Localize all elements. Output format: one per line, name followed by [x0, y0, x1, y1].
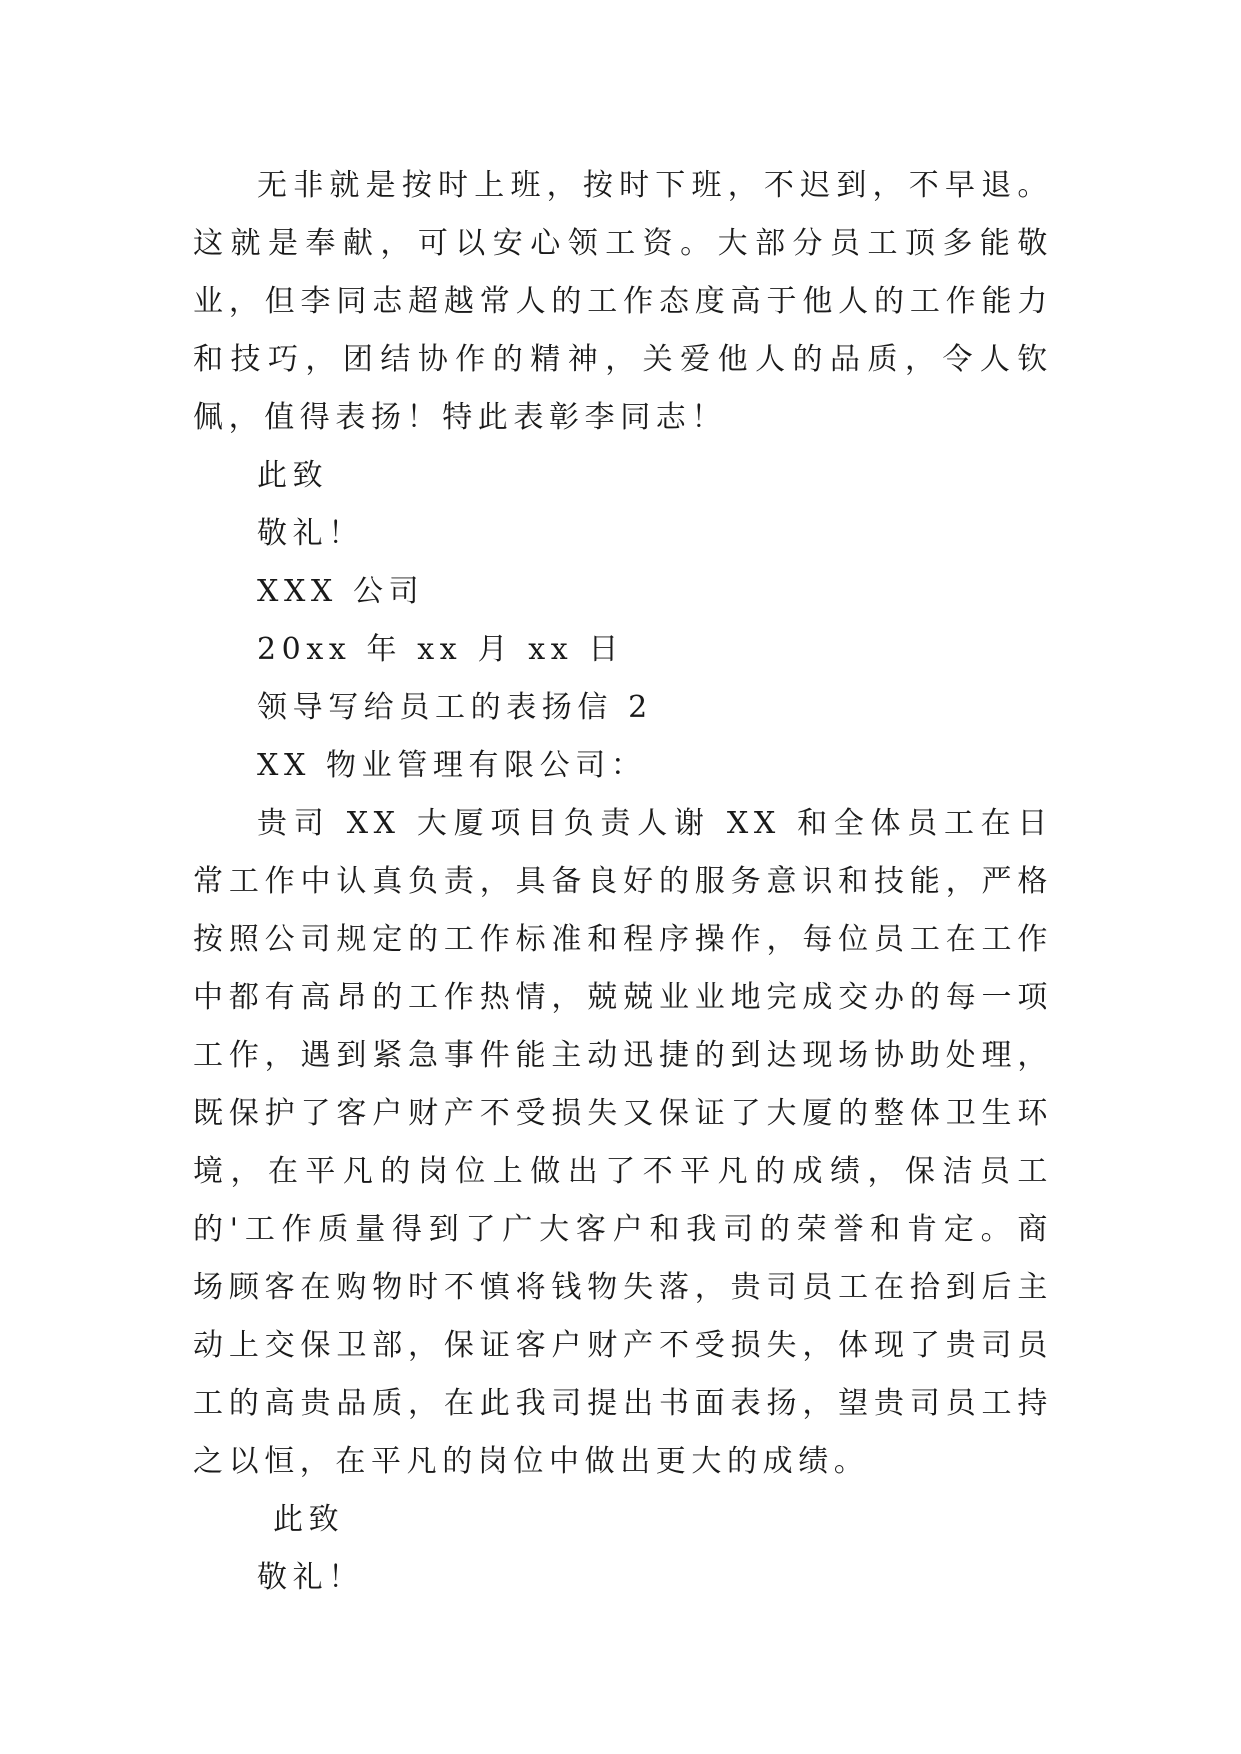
signature-date: 20xx 年 xx 月 xx 日 — [257, 632, 624, 667]
paragraph-praise-li: 无非就是按时上班，按时下班，不迟到，不早退。这就是奉献，可以安心领工资。大部分员工顶多能敬业，但李同志超越常人的工作态度高于他人的工作能力和技巧，团结协作的精神，关爱他人的品质，令人钦佩，值得表扬！特此表彰李同志！ — [193, 168, 1053, 435]
closing-salutation: 此致 — [257, 458, 329, 493]
letter-recipient: XX 物业管理有限公司： — [257, 748, 647, 783]
paragraph-praise-property: 贵司 XX 大厦项目负责人谢 XX 和全体员工在日常工作中认真负责，具备良好的服务意识和技能，严格按照公司规定的工作标准和程序操作，每位员工在工作中都有高昂的工作热情，兢兢业业地完成交办的每一项工作，遇到紧急事件能主动迅捷的到达现场协助处理，既保护了客户财产不受损失又保证了大厦的整体卫生环境，在平凡的岗位上做出了不平凡的成绩，保洁员工的'工作质量得到了广大客户和我司的荣誉和肯定。商场顾客在购物时不慎将钱物失落，贵司员工在拾到后主动上交保卫部，保证客户财产不受损失，体现了贵司员工的高贵品质，在此我司提出书面表扬，望贵司员工持之以恒，在平凡的岗位中做出更大的成绩。 — [193, 806, 1053, 1479]
closing-regards: 敬礼！ — [257, 516, 364, 551]
document-body — [193, 157, 1053, 1607]
signature-company: XXX 公司 — [257, 574, 425, 609]
letter-heading: 领导写给员工的表扬信 2 — [257, 690, 653, 725]
closing-salutation-2: 此致 — [273, 1502, 345, 1537]
closing-regards-2: 敬礼！ — [257, 1560, 364, 1595]
